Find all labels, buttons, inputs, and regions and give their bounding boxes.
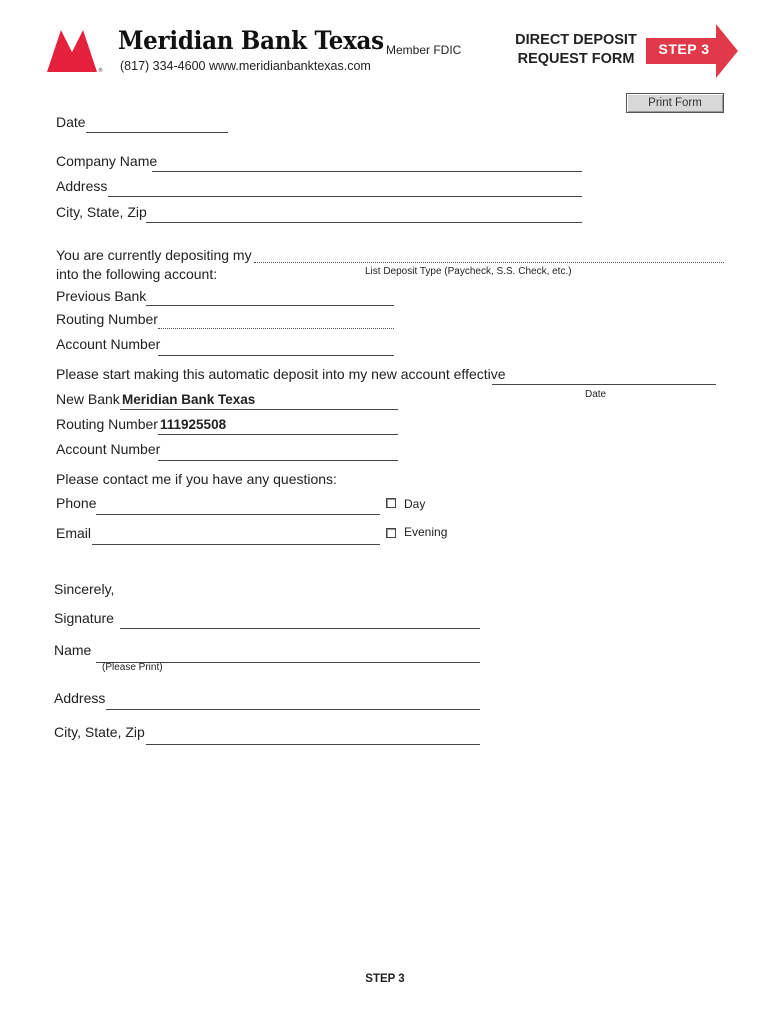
depositing-label: You are currently depositing my xyxy=(56,247,252,263)
day-label: Day xyxy=(404,497,426,511)
new-routing-label: Routing Number xyxy=(56,416,158,432)
previous-routing-field[interactable] xyxy=(158,328,394,329)
footer-step: STEP 3 xyxy=(365,973,405,985)
company-name-field[interactable] xyxy=(152,171,582,172)
previous-routing-label: Routing Number xyxy=(56,311,158,327)
city-state-zip-label: City, State, Zip xyxy=(56,204,147,220)
please-print-hint: (Please Print) xyxy=(102,662,163,673)
new-account-field[interactable] xyxy=(158,460,398,461)
new-bank-value[interactable]: Meridian Bank Texas xyxy=(122,392,256,407)
sig-city-state-zip-field[interactable] xyxy=(146,744,480,745)
company-name-label: Company Name xyxy=(56,153,158,169)
phone-field[interactable] xyxy=(96,514,380,515)
previous-account-label: Account Number xyxy=(56,336,161,352)
date-field[interactable] xyxy=(86,132,228,133)
effective-label: Please start making this automatic deposit into my new account effective xyxy=(56,366,506,382)
evening-checkbox[interactable] xyxy=(386,528,396,538)
previous-bank-field[interactable] xyxy=(146,305,394,306)
contact-prompt: Please contact me if you have any questions: xyxy=(56,471,337,487)
name-label: Name xyxy=(54,642,92,658)
new-bank-label: New Bank xyxy=(56,391,120,407)
previous-account-field[interactable] xyxy=(158,355,394,356)
sig-address-label: Address xyxy=(54,690,106,706)
new-bank-field xyxy=(120,409,398,410)
new-routing-field xyxy=(158,434,398,435)
effective-date-hint: Date xyxy=(585,389,607,400)
date-label: Date xyxy=(56,114,86,130)
following-account-label: into the following account: xyxy=(56,266,218,282)
sig-address-field[interactable] xyxy=(106,709,480,710)
day-checkbox[interactable] xyxy=(386,498,396,508)
email-field[interactable] xyxy=(92,544,380,545)
phone-label: Phone xyxy=(56,495,97,511)
sig-city-state-zip-label: City, State, Zip xyxy=(54,724,145,740)
new-routing-value[interactable]: 111925508 xyxy=(160,417,227,432)
svg-text:®: ® xyxy=(98,68,103,74)
new-account-label: Account Number xyxy=(56,441,161,457)
signature-label: Signature xyxy=(54,610,114,626)
email-label: Email xyxy=(56,525,92,541)
address-field[interactable] xyxy=(108,196,582,197)
signature-field[interactable] xyxy=(120,628,480,629)
bank-logo-icon xyxy=(44,26,103,74)
form-title-line1: DIRECT DEPOSIT xyxy=(515,32,637,48)
previous-bank-label: Previous Bank xyxy=(56,288,147,304)
effective-date-field[interactable] xyxy=(492,384,716,385)
form-title-line2: REQUEST FORM xyxy=(517,51,635,67)
step-badge: STEP 3 xyxy=(658,41,710,57)
address-label: Address xyxy=(56,178,108,194)
sincerely-label: Sincerely, xyxy=(54,581,115,597)
evening-label: Evening xyxy=(404,525,448,539)
member-fdic: Member FDIC xyxy=(386,43,462,57)
city-state-zip-field[interactable] xyxy=(146,222,582,223)
bank-contact: (817) 334-4600 www.meridianbanktexas.com xyxy=(120,59,371,73)
bank-name: Meridian Bank Texas xyxy=(118,26,384,55)
deposit-type-hint: List Deposit Type (Paycheck, S.S. Check, etc.) xyxy=(365,266,572,277)
print-form-button[interactable]: Print Form xyxy=(626,93,724,113)
deposit-type-field[interactable] xyxy=(254,262,724,263)
